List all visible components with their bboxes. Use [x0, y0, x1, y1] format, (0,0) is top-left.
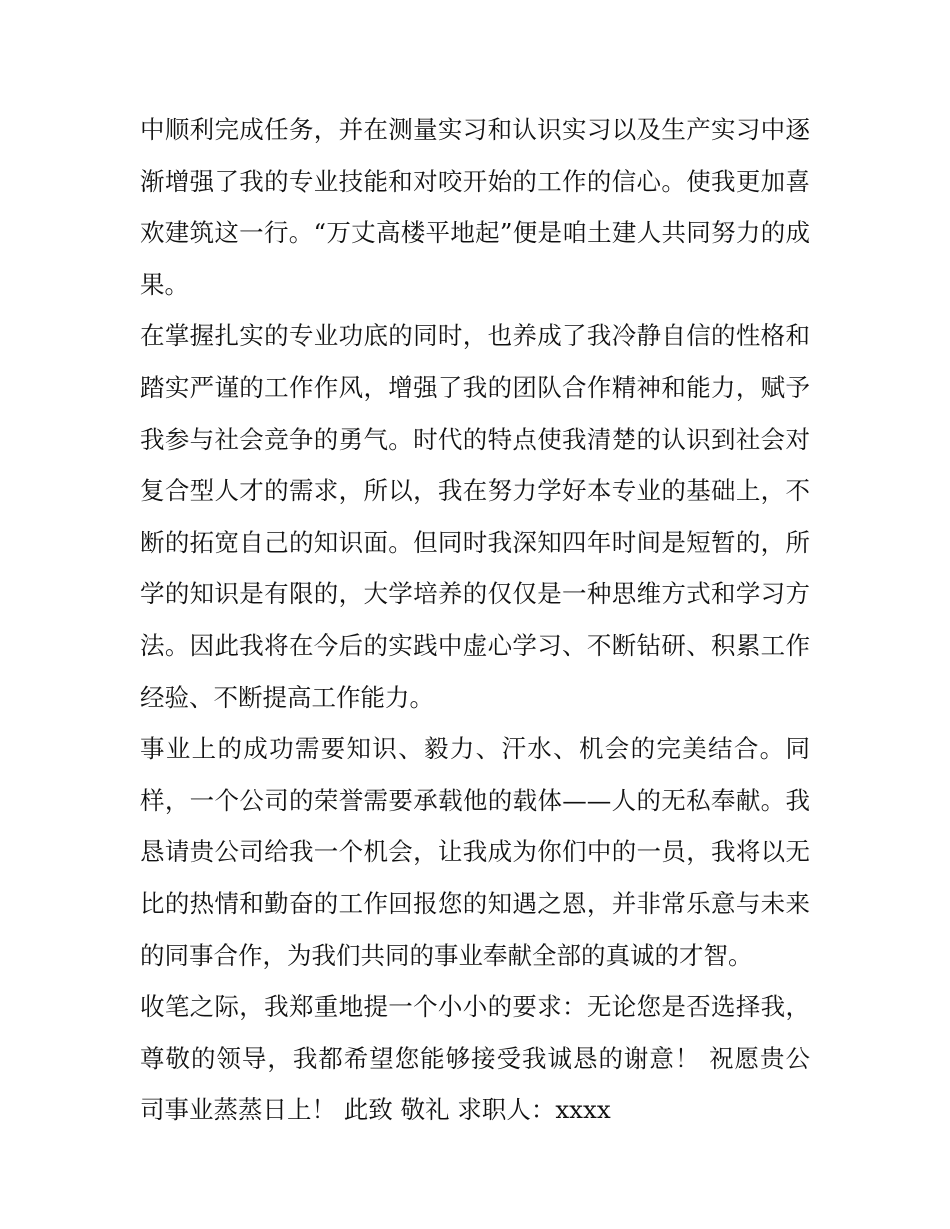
text-line: 学的知识是有限的，大学培养的仅仅是一种思维方式和学习方 [140, 579, 810, 609]
text-line: 事业上的成功需要知识、毅力、汗水、机会的完美结合。同 [140, 734, 810, 764]
text-line: 尊敬的领导，我都希望您能够接受我诚恳的谢意！ 祝愿贵公 [140, 1043, 810, 1073]
letter-body [140, 104, 830, 1136]
text-line: 法。因此我将在今后的实践中虚心学习、不断钻研、积累工作 [140, 630, 810, 660]
text-line: 欢建筑这一行。“万丈高楼平地起”便是咱土建人共同努力的成 [140, 218, 810, 248]
text-line: 收笔之际，我郑重地提一个小小的要求：无论您是否选择我， [140, 992, 810, 1022]
text-line: 的同事合作，为我们共同的事业奉献全部的真诚的才智。 [140, 940, 753, 970]
text-line: 渐增强了我的专业技能和对咬开始的工作的信心。使我更加喜 [140, 166, 810, 196]
text-line: 果。 [140, 269, 189, 299]
text-line: 复合型人才的需求，所以，我在努力学好本专业的基础上，不 [140, 476, 810, 506]
text-line: 司事业蒸蒸日上！ 此致 敬礼 求职人：xxxx [140, 1095, 611, 1125]
text-line: 样，一个公司的荣誉需要承载他的载体——人的无私奉献。我 [140, 785, 810, 815]
text-line: 比的热情和勤奋的工作回报您的知遇之恩，并非常乐意与未来 [140, 888, 810, 918]
text-line: 中顺利完成任务，并在测量实习和认识实习以及生产实习中逐 [140, 115, 810, 144]
text-line: 我参与社会竞争的勇气。时代的特点使我清楚的认识到社会对 [140, 424, 810, 454]
text-line: 踏实严谨的工作作风，增强了我的团队合作精神和能力，赋予 [140, 372, 810, 402]
text-line: 断的拓宽自己的知识面。但同时我深知四年时间是短暂的，所 [140, 527, 810, 557]
text-line: 在掌握扎实的专业功底的同时，也养成了我冷静自信的性格和 [140, 321, 810, 351]
text-line: 恳请贵公司给我一个机会，让我成为你们中的一员，我将以无 [140, 837, 810, 867]
text-line: 经验、不断提高工作能力。 [140, 682, 434, 712]
